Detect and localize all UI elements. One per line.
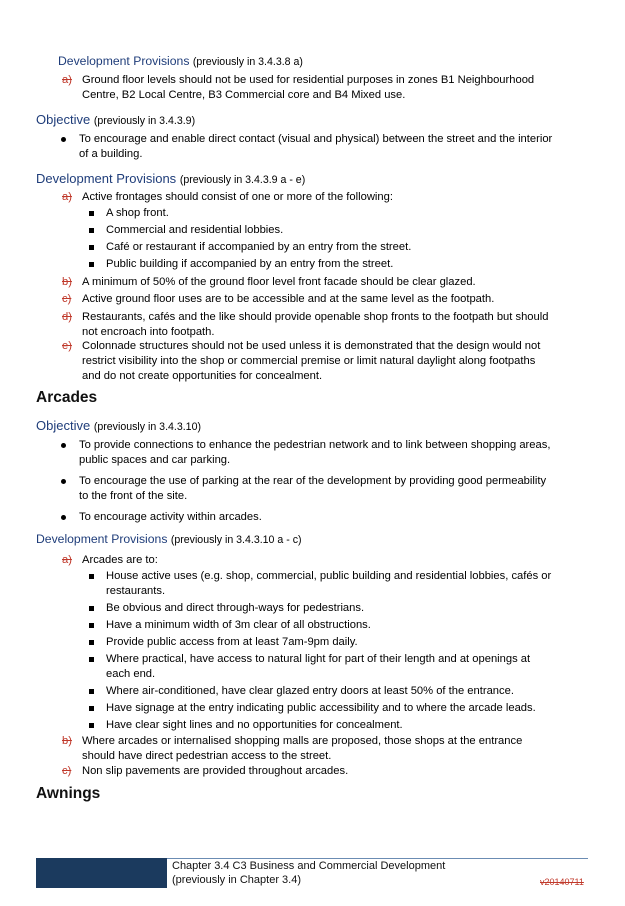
square-bullet-icon	[89, 228, 94, 233]
item-marker: b)	[62, 276, 72, 288]
item-marker: d)	[62, 311, 72, 323]
text-line: Centre, B2 Local Centre, B3 Commercial core and B4 Mixed use.	[82, 89, 406, 101]
list-item	[79, 132, 552, 162]
list-item: A minimum of 50% of the ground floor level front facade should be clear glazed.	[82, 276, 476, 288]
text-line: Where arcades or internalised shopping malls are proposed, those shops at the entrance	[82, 735, 523, 747]
text-line: to the front of the site.	[79, 490, 188, 502]
sub-list-item: Be obvious and direct through-ways for pedestrians.	[106, 602, 365, 614]
text-line: Where practical, have access to natural light for part of their length and at openings at	[106, 653, 531, 665]
list-item	[82, 734, 522, 764]
footer-divider	[167, 858, 588, 859]
heading-reference: (previously in 3.4.3.10 a - c)	[170, 534, 302, 546]
footer-bar	[36, 858, 167, 888]
item-marker: a)	[62, 554, 72, 566]
sub-list-item	[106, 652, 530, 682]
sub-list-item: Café or restaurant if accompanied by an entry from the street.	[106, 241, 412, 253]
list-item	[82, 73, 534, 103]
square-bullet-icon	[89, 706, 94, 711]
sub-list-item: Commercial and residential lobbies.	[106, 224, 284, 236]
text-line: and do not create opportunities for concealment.	[82, 370, 323, 382]
footer-title: Chapter 3.4 C3 Business and Commercial Development	[172, 860, 446, 872]
sub-list-item	[106, 569, 551, 599]
square-bullet-icon	[89, 689, 94, 694]
footer-chapter	[172, 860, 445, 887]
footer-subtitle: (previously in Chapter 3.4)	[172, 873, 302, 886]
text-line: To encourage and enable direct contact (visual and physical) between the street and the interior	[79, 133, 553, 145]
list-item	[82, 310, 548, 340]
text-line: each end.	[106, 668, 156, 680]
bullet-icon	[61, 479, 66, 484]
objective-heading	[36, 112, 195, 127]
item-marker: a)	[62, 74, 72, 86]
heading-reference: (previously in 3.4.3.10)	[93, 421, 201, 433]
section-heading	[58, 54, 303, 68]
objective-heading	[36, 418, 201, 433]
list-item	[79, 510, 262, 525]
bullet-icon	[61, 443, 66, 448]
text-line: restrict visibility into the shop or commercial premise or limit natural daylight along footpaths	[82, 355, 536, 367]
list-item	[82, 339, 540, 384]
list-item	[79, 438, 550, 468]
text-line: Ground floor levels should not be used for residential purposes in zones B1 Neighbourhood	[82, 74, 535, 86]
sub-list-item: Have clear sight lines and no opportunities for concealment.	[106, 719, 403, 731]
square-bullet-icon	[89, 723, 94, 728]
square-bullet-icon	[89, 606, 94, 611]
bullet-icon	[61, 137, 66, 142]
section-title-arcades: Arcades	[36, 389, 98, 406]
sub-list-item: Where air-conditioned, have clear glazed entry doors at least 50% of the entrance.	[106, 685, 514, 697]
item-marker: e)	[62, 340, 72, 352]
heading-text: Objective	[36, 418, 91, 433]
sub-list-item: Provide public access from at least 7am-9pm daily.	[106, 636, 358, 648]
square-bullet-icon	[89, 574, 94, 579]
square-bullet-icon	[89, 640, 94, 645]
text-line: To encourage the use of parking at the rear of the development by providing good permeability	[79, 475, 547, 487]
bullet-icon	[61, 515, 66, 520]
item-marker: b)	[62, 735, 72, 747]
list-item: Arcades are to:	[82, 554, 158, 566]
square-bullet-icon	[89, 657, 94, 662]
text-line: To encourage activity within arcades.	[79, 511, 262, 523]
heading-reference: (previously in 3.4.3.8 a)	[192, 56, 303, 68]
section-heading	[36, 171, 305, 186]
sub-list-item: A shop front.	[106, 207, 169, 219]
sub-list-item: Have a minimum width of 3m clear of all obstructions.	[106, 619, 371, 631]
list-item: Active ground floor uses are to be accessible and at the same level as the footpath.	[82, 293, 495, 305]
list-item: Active frontages should consist of one or more of the following:	[82, 191, 393, 203]
heading-text: Objective	[36, 112, 91, 127]
text-line: Colonnade structures should not be used unless it is demonstrated that the design would not	[82, 340, 541, 352]
text-line: restaurants.	[106, 585, 166, 597]
square-bullet-icon	[89, 211, 94, 216]
version-label: v20140711	[540, 877, 584, 887]
sub-list-item: Have signage at the entry indicating public accessibility and to where the arcade leads.	[106, 702, 536, 714]
sub-list-item: Public building if accompanied by an entry from the street.	[106, 258, 394, 270]
item-marker: c)	[62, 765, 72, 777]
text-line: should have direct pedestrian access to the street.	[82, 750, 332, 762]
heading-text: Development Provisions	[36, 171, 177, 186]
section-title-awnings: Awnings	[36, 785, 101, 802]
heading-reference: (previously in 3.4.3.9 a - e)	[179, 174, 306, 186]
list-item	[79, 474, 546, 504]
section-heading	[36, 532, 302, 546]
list-item: Non slip pavements are provided throughout arcades.	[82, 765, 349, 777]
text-line: of a building.	[79, 148, 143, 160]
heading-reference: (previously in 3.4.3.9)	[93, 115, 196, 127]
heading-text: Development Provisions	[36, 532, 168, 546]
text-line: To provide connections to enhance the pedestrian network and to link between shopping areas,	[79, 439, 551, 451]
square-bullet-icon	[89, 245, 94, 250]
heading-text: Development Provisions	[58, 54, 190, 68]
text-line: House active uses (e.g. shop, commercial, public building and residential lobbies, cafés or	[106, 570, 552, 582]
item-marker: a)	[62, 191, 72, 203]
text-line: public spaces and car parking.	[79, 454, 231, 466]
item-marker: c)	[62, 293, 72, 305]
text-line: Restaurants, cafés and the like should provide openable shop fronts to the footpath but should	[82, 311, 549, 323]
square-bullet-icon	[89, 262, 94, 267]
square-bullet-icon	[89, 623, 94, 628]
text-line: not encroach into footpath.	[82, 326, 215, 338]
